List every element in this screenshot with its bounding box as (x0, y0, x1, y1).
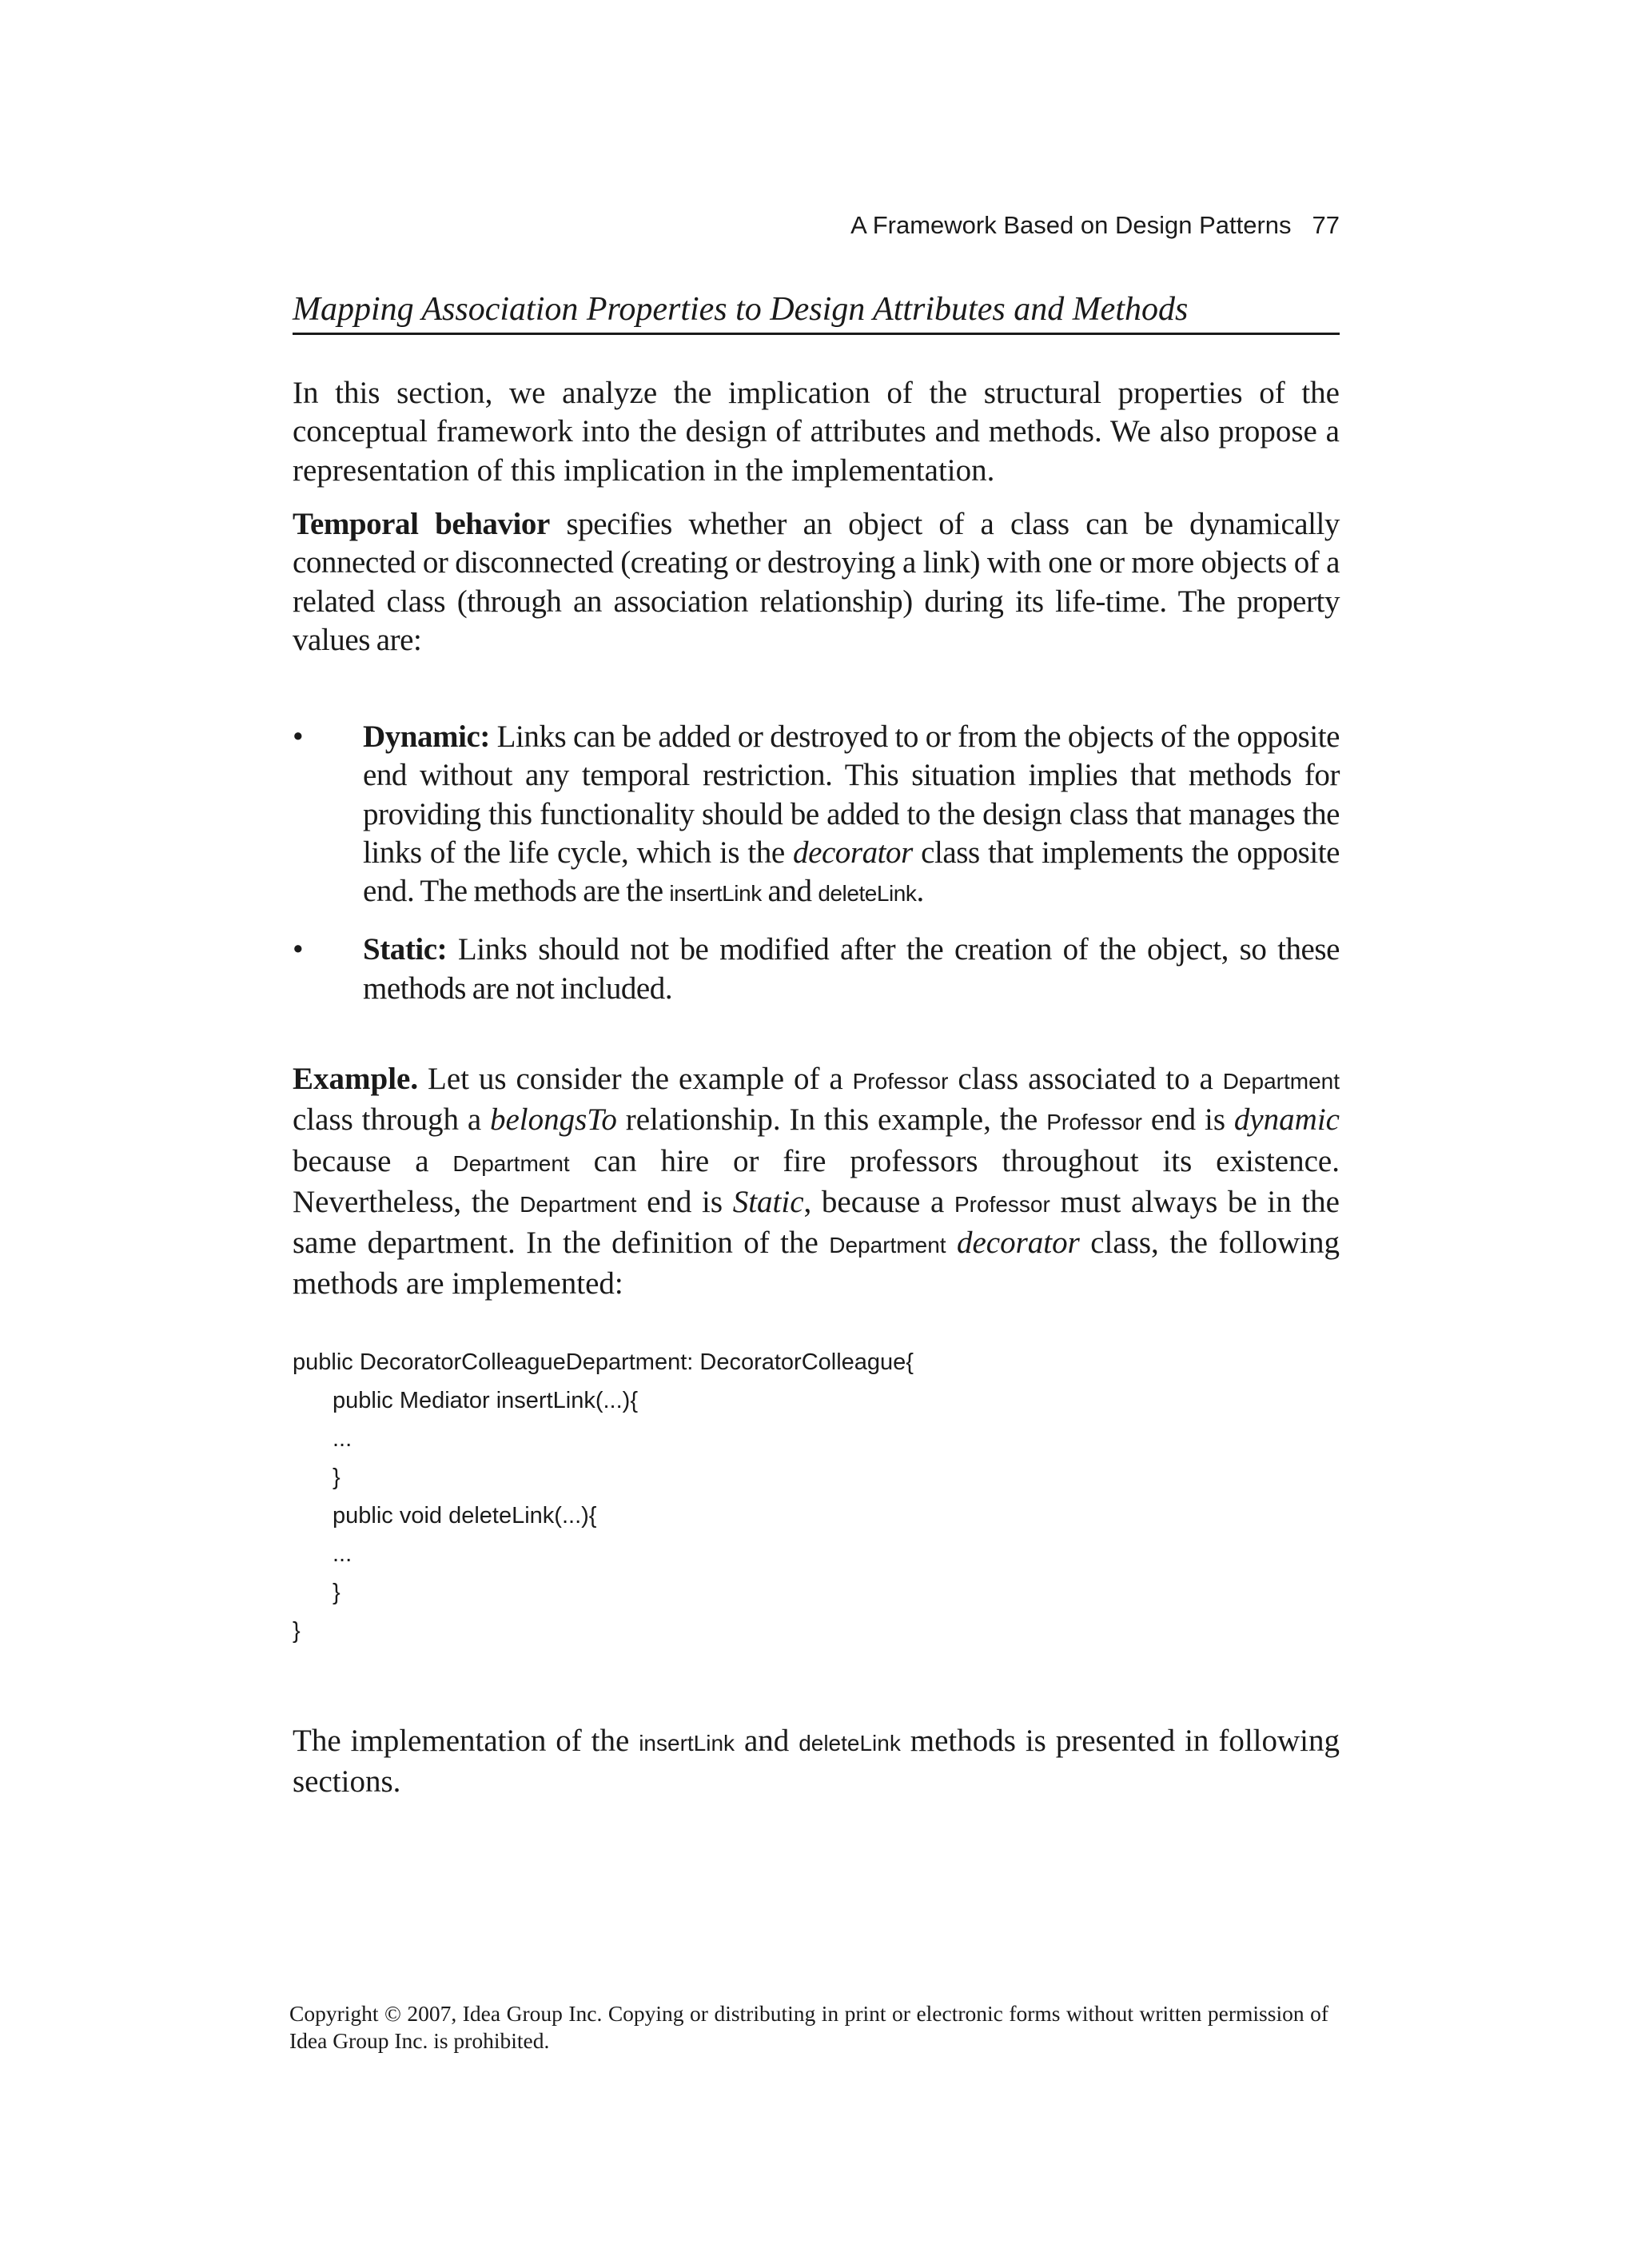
example-text: can hire or fire professors throughout its existence. Nevertheless, the (293, 1143, 1340, 1219)
static-italic: Static (732, 1184, 804, 1219)
list-item-dynamic (293, 718, 1340, 913)
property-values-list (293, 718, 1340, 1008)
closing-text: methods is presented in following sections. (293, 1724, 1340, 1800)
example-paragraph (293, 1060, 1340, 1304)
department-code: Department (829, 1233, 946, 1258)
department-code: Department (520, 1191, 637, 1217)
deletelink-code: deleteLink (818, 881, 917, 907)
decorator-italic: decorator (793, 835, 913, 870)
intro-paragraph: In this section, we analyze the implication of the structural properties of the conceptual framework into the design of attributes and methods. We also propose a representation of this implication in the implementation. (293, 376, 1340, 488)
insertlink-code: insertLink (639, 1731, 735, 1756)
closing-text: The implementation of the (293, 1724, 639, 1758)
example-text: , because a (803, 1184, 954, 1219)
example-text: class associated to a (948, 1062, 1223, 1096)
example-text: class through a (293, 1102, 490, 1138)
code-line: } (333, 1465, 341, 1490)
code-line: ... (333, 1426, 352, 1452)
running-title: A Framework Based on Design Patterns (850, 211, 1292, 239)
dynamic-term: Dynamic: (363, 719, 490, 754)
temporal-behavior-term: Temporal behavior (293, 507, 550, 541)
closing-text: and (735, 1724, 799, 1758)
list-item-static (293, 931, 1340, 1008)
example-text: must always be in the same department. In the definition of the (293, 1184, 1340, 1261)
running-header (850, 209, 1340, 241)
temporal-behavior-text: specifies whether an object of a class can be dynamically connected or disconnected (creating or destroying a link) with one or more objects of a related class (through an association relationship) during its life-time. The property values are: (293, 507, 1340, 657)
copyright-notice: Copyright © 2007, Idea Group Inc. Copying or distributing in print or electronic forms without written permission of Idea Group Inc. is prohibited. (289, 2001, 1328, 2053)
example-text: end is (1142, 1102, 1234, 1138)
static-term: Static: (363, 932, 448, 967)
page-number: 77 (1312, 211, 1340, 239)
code-line: public DecoratorColleagueDepartment: DecoratorColleague{ (293, 1349, 914, 1375)
code-line: } (333, 1580, 341, 1605)
code-listing (293, 1343, 1340, 1650)
decorator-italic: decorator (957, 1226, 1080, 1261)
insertlink-code: insertLink (669, 881, 762, 907)
book-page (289, 0, 1340, 2268)
section-title: Mapping Association Properties to Design Attributes and Methods (293, 288, 1340, 335)
professor-code: Professor (852, 1069, 949, 1094)
static-text: Links should not be modified after the creation of the object, so these methods are not included. (363, 932, 1340, 1006)
example-term: Example. (293, 1062, 419, 1096)
example-text: because a (293, 1143, 453, 1178)
code-line: public void deleteLink(...){ (333, 1503, 597, 1529)
code-line: public Mediator insertLink(...){ (333, 1388, 638, 1413)
example-text (946, 1226, 957, 1260)
example-text: class, the following methods are implemented: (293, 1226, 1340, 1301)
bullet-icon: • (293, 719, 304, 754)
dynamic-text-4: . (916, 874, 924, 909)
dynamic-italic: dynamic (1233, 1102, 1340, 1138)
temporal-behavior-paragraph (293, 505, 1340, 660)
code-line: ... (333, 1541, 352, 1567)
dynamic-text-2: class that implements the opposite end. The methods are the (363, 835, 1340, 909)
example-text: relationship. In this example, the (616, 1102, 1047, 1138)
dynamic-text-3: and (761, 874, 818, 909)
bullet-icon: • (293, 932, 304, 967)
professor-code: Professor (954, 1191, 1050, 1217)
example-text: end is (636, 1184, 733, 1219)
department-code: Department (452, 1150, 570, 1176)
code-line: } (293, 1618, 301, 1644)
department-code: Department (1222, 1069, 1340, 1094)
closing-paragraph (293, 1722, 1340, 1802)
belongsto-italic: belongsTo (489, 1102, 617, 1138)
example-text: Let us consider the example of a (418, 1062, 853, 1096)
deletelink-code: deleteLink (799, 1731, 901, 1756)
professor-code: Professor (1046, 1110, 1143, 1135)
dynamic-text: Links can be added or destroyed to or from the objects of the opposite end without any temporal restriction. This situation implies that methods for providing this functionality should be added to the design class that manages the links of the life cycle, which is the (363, 719, 1340, 870)
